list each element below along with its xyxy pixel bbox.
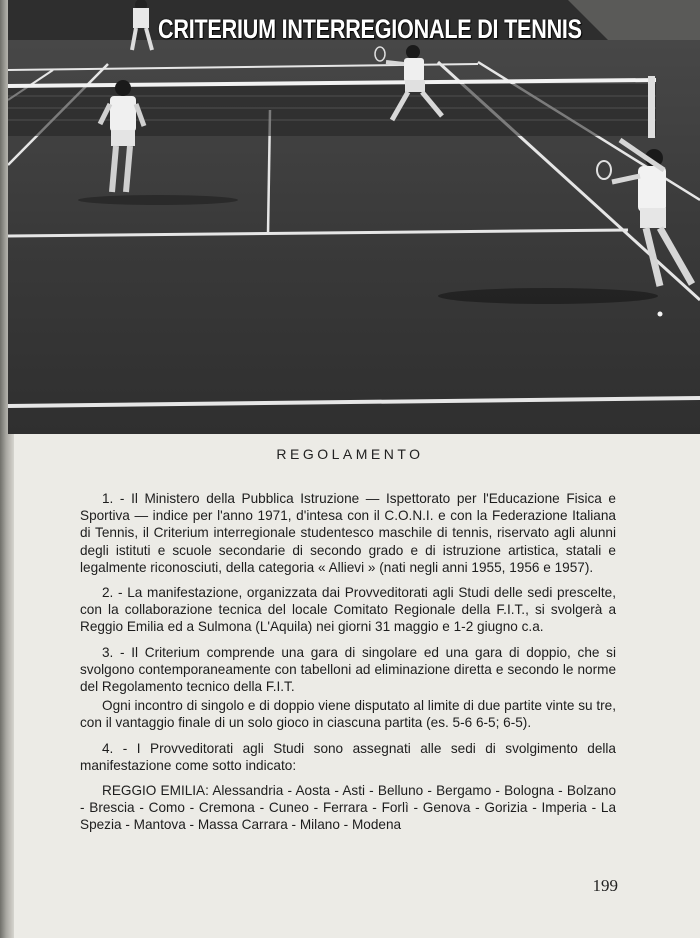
article-1: 1. - Il Ministero della Pubblica Istruzione — Ispettorato per l'Educazione Fisica e Sportiva — indice per l'anno 1971, d'intesa con il C.O.N.I. e con la Federazione Italiana di Tennis, il Criterium interregionale studentesco maschile di tennis, riservato agli alunni degli istituti e scuole secondarie di secondo grado e di istruzione artistica, statali e legalmente riconosciuti, della categoria « Allievi » (nati negli anni 1955, 1956 e 1957). [80,491,616,575]
article-3: 3. - Il Criterium comprende una gara di singolare ed una gara di doppio, che si svolgono contemporaneamente con tabelloni ad eliminazione diretta e secondo le norme del Regolamento tecnico della F.I.T. [80,644,616,695]
tennis-court-illustration [8,0,700,434]
tennis-ball [658,312,663,317]
article-2: 2. - La manifestazione, organizzata dai Provveditorati agli Studi delle sedi prescelte, con la collaborazione tecnica del locale Comitato Regionale della F.I.T., si svolgerà a Reggio Emilia ed a Sulmona (L'Aquila) nei giorni 31 maggio e 1-2 giugno c.a. [80,585,616,635]
section-heading: REGOLAMENTO [276,446,424,462]
photo-title: CRITERIUM INTERREGIONALE DI TENNIS [158,14,582,44]
article-4: 4. - I Provveditorati agli Studi sono assegnati alle sedi di svolgimento della manifestazione come sotto indicato: [80,740,616,773]
reggio-emilia-list: REGGIO EMILIA: Alessandria - Aosta - Asti - Belluno - Bergamo - Bologna - Bolzano - Brescia - Como - Cremona - Cuneo - Ferrara - Forlì - Genova - Gorizia - Imperia - La Spezia - Mantova - Massa Carrara - Milano - Modena [80,783,616,833]
tennis-net [8,76,656,138]
article-3-detail: Ogni incontro di singolo e di doppio viene disputato al limite di due partite vinte su tre, con il vantaggio finale di un solo gioco in ciascuna partita (es. 5-6 6-5; 6-5). [80,698,616,731]
page-number: 199 [592,876,618,895]
regulation-body [80,490,616,842]
tennis-photo [8,0,700,434]
